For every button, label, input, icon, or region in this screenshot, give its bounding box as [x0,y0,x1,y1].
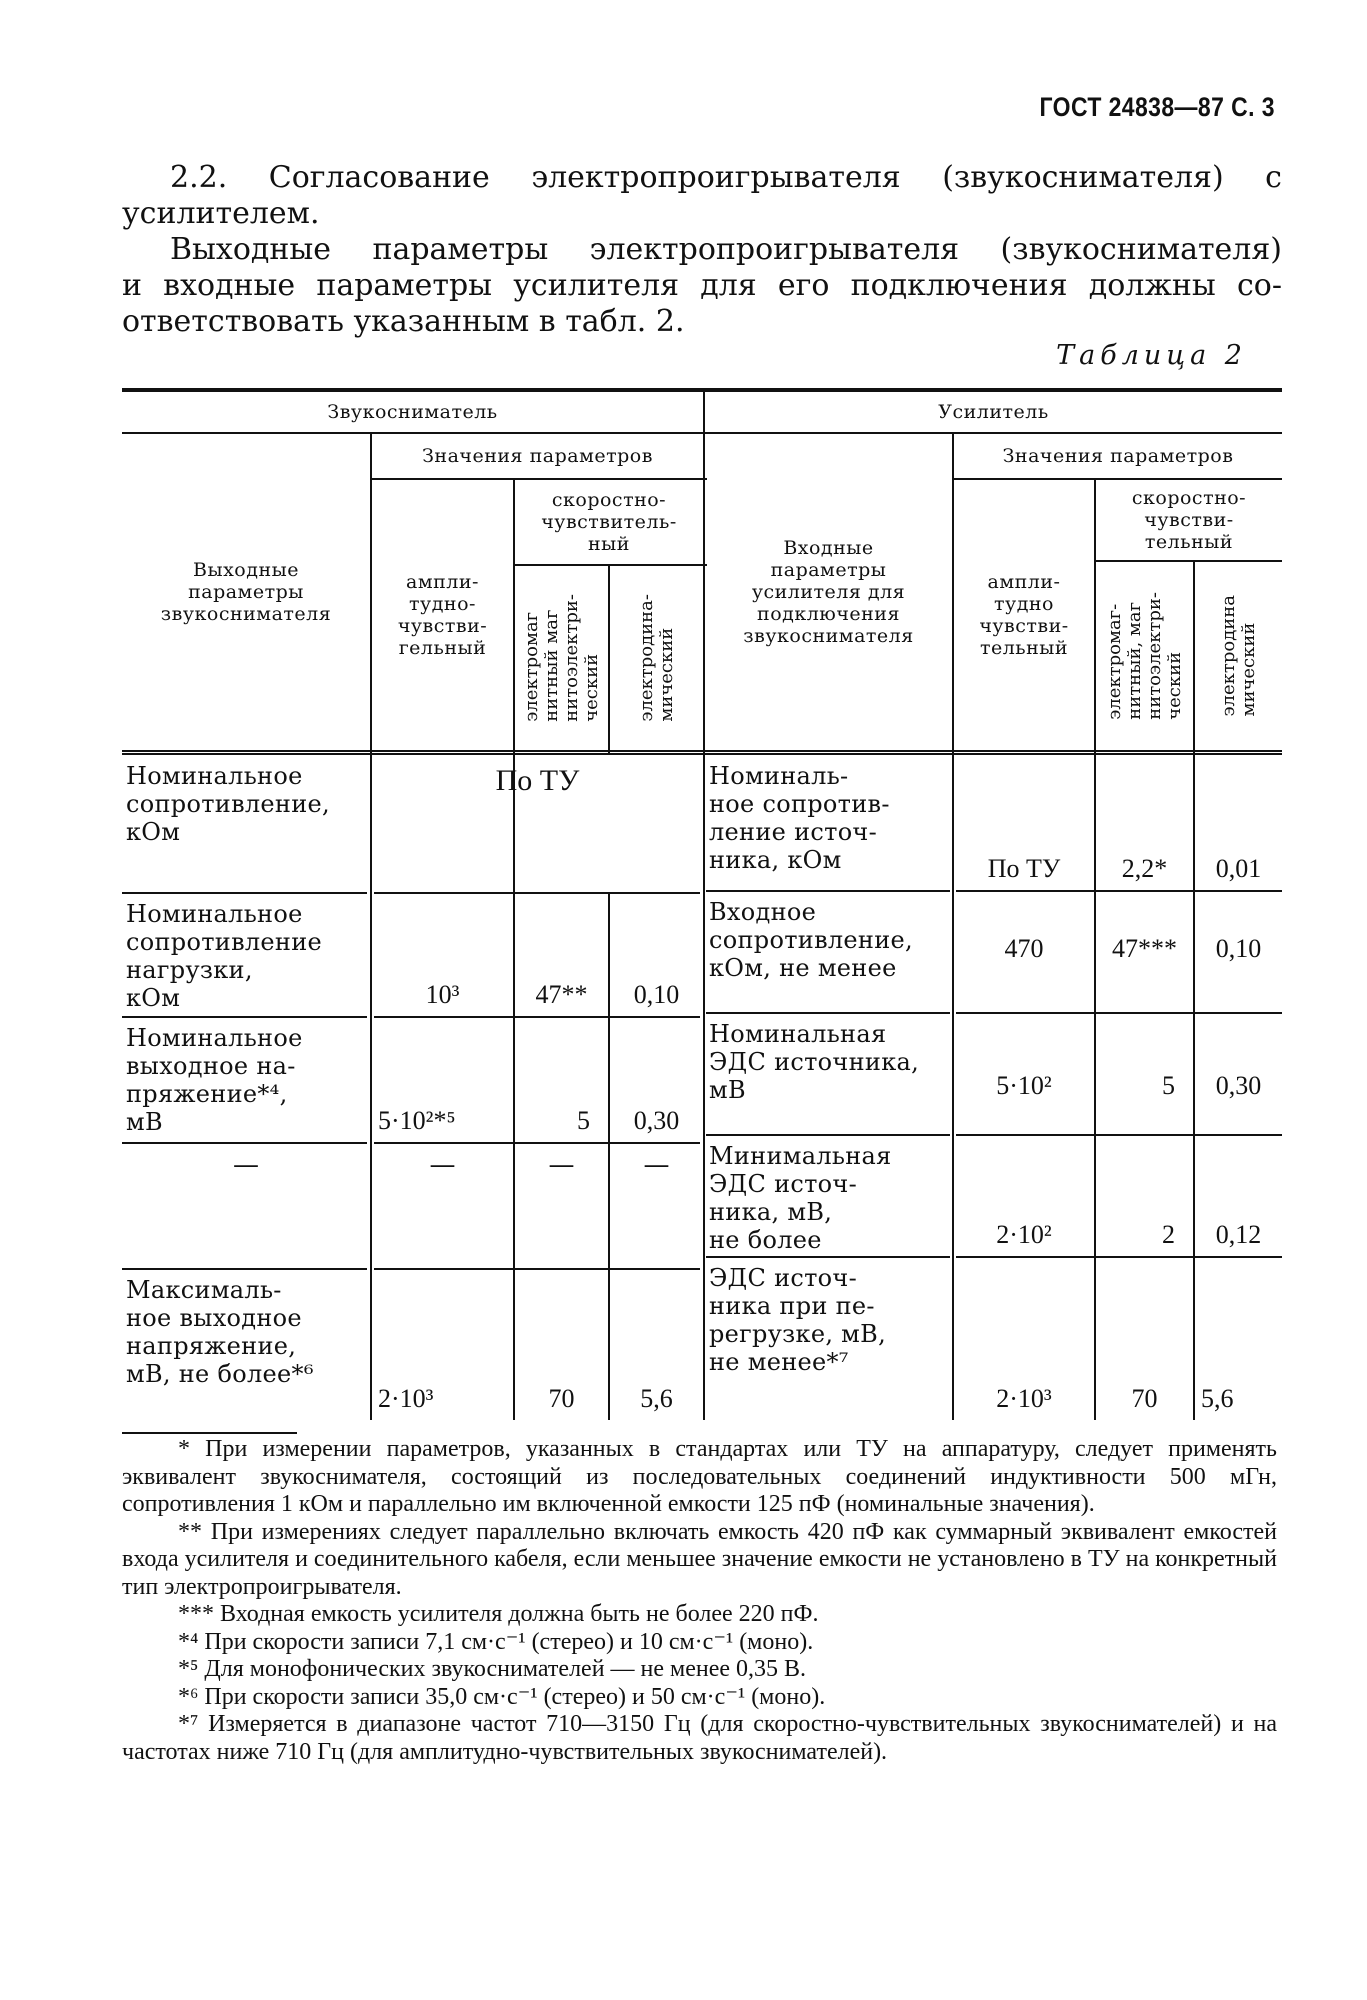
row4-left-param: — [233,1150,259,1180]
row2-right-param: Входное сопротивление, кОм, не менее [709,898,913,982]
row5-right-param: ЭДС источ- ника при пе- регрузке, мВ, не менее*⁷ [709,1264,887,1376]
row4-right-amplitude: 2·10² [996,1220,1052,1249]
row4-left-amplitude: — [429,1150,456,1180]
row3-left-amplitude: 5·10²*⁵ [378,1106,456,1135]
footnotes [122,1436,1277,1766]
row2-left-electromagnetic: 47** [535,980,588,1009]
left-electrodynamic-header: электродина- мический [635,594,677,722]
left-amplitude-header: ампли- тудно- чувстви- гельный [397,571,488,659]
right-group-title: Усилитель [938,401,1049,423]
footnote-4: *⁴ При скорости записи 7,1 см·с⁻¹ (стерео) и 10 см·с⁻¹ (моно). [178,1628,814,1655]
row1-left-merged-value: По ТУ [495,764,580,797]
row3-left-param: Номинальное выходное на- пряжение*⁴, мВ [126,1024,303,1136]
right-values-header: Значения параметров [1002,445,1234,467]
left-param-header: Выходные параметры звукоснимателя [160,559,332,625]
left-group-title: Звукосниматель [327,401,498,423]
row2-left-electrodynamic: 0,10 [633,980,680,1009]
right-electrodynamic-header-cell [1195,562,1282,750]
table-caption: Таблица 2 [1056,340,1247,371]
row4-right-param: Минимальная ЭДС источ- ника, мВ, не более [709,1142,892,1254]
row5-left-electromagnetic: 70 [548,1384,575,1413]
right-amplitude-header: ампли- тудно чувстви- тельный [979,571,1069,659]
row3-left-electromagnetic: 5 [577,1106,590,1135]
page-header: ГОСТ 24838—87 С. 3 [1039,92,1275,122]
row2-left-param: Номинальное сопротивление нагрузки, кОм [126,900,323,1012]
section-heading-line2: усилителем. [122,196,320,231]
row4-right-electrodynamic: 0,12 [1215,1220,1262,1249]
row1-left-param: Номинальное сопротивление, кОм [126,762,330,846]
right-velocity-header: скоростно- чувстви- тельный [1131,487,1247,553]
footnote-2: ** При измерениях следует параллельно включать емкость 420 пФ как суммарный эквивалент емкостей входа усилителя и соединительного кабеля, если меньшее значение емкости не установлено в ТУ на конкретный тип электропроигрывателя. [122,1518,1277,1600]
row1-right-amplitude: По ТУ [987,854,1061,883]
row1-right-electrodynamic: 0,01 [1215,854,1262,883]
right-electrodynamic-header: электродина мический [1217,595,1259,717]
row5-left-amplitude: 2·10³ [378,1384,434,1413]
row3-right-param: Номинальная ЭДС источника, мВ [709,1020,920,1104]
row1-right-param: Номиналь- ное сопротив- ление источ- ника, кОм [709,762,890,874]
row5-right-amplitude: 2·10³ [996,1384,1052,1413]
section-heading-line1: 2.2. Согласование электропроигрывателя (звукоснимателя) с [170,160,1282,195]
row4-left-electromagnetic: — [548,1150,575,1180]
row3-right-electrodynamic: 0,30 [1215,1071,1262,1100]
section-paragraph-line1: Выходные параметры электропроигрывателя (звукоснимателя) [170,232,1282,267]
right-param-header: Входные параметры усилителя для подключения звукоснимателя [743,537,914,647]
footnote-separator [122,1432,297,1434]
row5-left-electrodynamic: 5,6 [640,1384,673,1413]
row3-right-amplitude: 5·10² [996,1071,1052,1100]
row4-right-electromagnetic: 2 [1162,1220,1175,1249]
left-electromagnetic-header-cell [515,566,608,750]
row2-right-amplitude: 470 [1004,934,1044,963]
section-text [122,160,1282,340]
row4-left-electrodynamic: — [643,1150,670,1180]
section-paragraph-line3: ответствовать указанным в табл. 2. [122,304,685,339]
row3-left-electrodynamic: 0,30 [633,1106,680,1135]
row1-right-electromagnetic: 2,2* [1121,854,1168,883]
right-electromagnetic-header: электромаг- нитный, маг нитоэлектри- ческий [1103,592,1185,720]
row5-right-electrodynamic: 5,6 [1201,1384,1234,1413]
row5-left-param: Максималь- ное выходное напряжение, мВ, не более*⁶ [126,1276,314,1388]
footnote-7: *⁷ Измеряется в диапазоне частот 710—3150 Гц (для скоростно-чувствительных звукоснимателей) и на частотах ниже 710 Гц (для амплитудно-чувствительных звукоснимателей). [122,1711,1277,1765]
row5-right-electromagnetic: 70 [1131,1384,1158,1413]
footnote-6: *⁶ При скорости записи 35,0 см·с⁻¹ (стерео) и 50 см·с⁻¹ (моно). [178,1683,826,1710]
left-electromagnetic-header: электромаг нитный маг нитоэлектри- ческий [520,594,602,722]
left-values-header: Значения параметров [422,445,653,467]
row2-left-amplitude: 10³ [425,980,460,1009]
left-velocity-header: скоростно- чувствитель- ный [541,489,677,555]
row3-right-electromagnetic: 5 [1162,1071,1175,1100]
section-paragraph-line2: и входные параметры усилителя для его подключения должны со- [122,268,1282,303]
footnote-5: *⁵ Для монофонических звукоснимателей — не менее 0,35 В. [178,1656,807,1682]
row2-right-electrodynamic: 0,10 [1215,934,1262,963]
footnote-3: *** Входная емкость усилителя должна быть не более 220 пФ. [178,1601,819,1627]
footnote-1: * При измерении параметров, указанных в стандартах или ТУ на аппаратуру, следует применять эквивалент звукоснимателя, состоящий из последовательных соединений индуктивности 500 мГн, сопротивления 1 кОм и параллельно им включенной емкости 125 пФ (номинальные значения). [122,1436,1277,1517]
right-electromagnetic-header-cell [1096,562,1193,750]
row2-right-electromagnetic: 47*** [1112,934,1177,963]
header-body-double-rule [122,750,1282,755]
left-electrodynamic-header-cell [610,566,703,750]
